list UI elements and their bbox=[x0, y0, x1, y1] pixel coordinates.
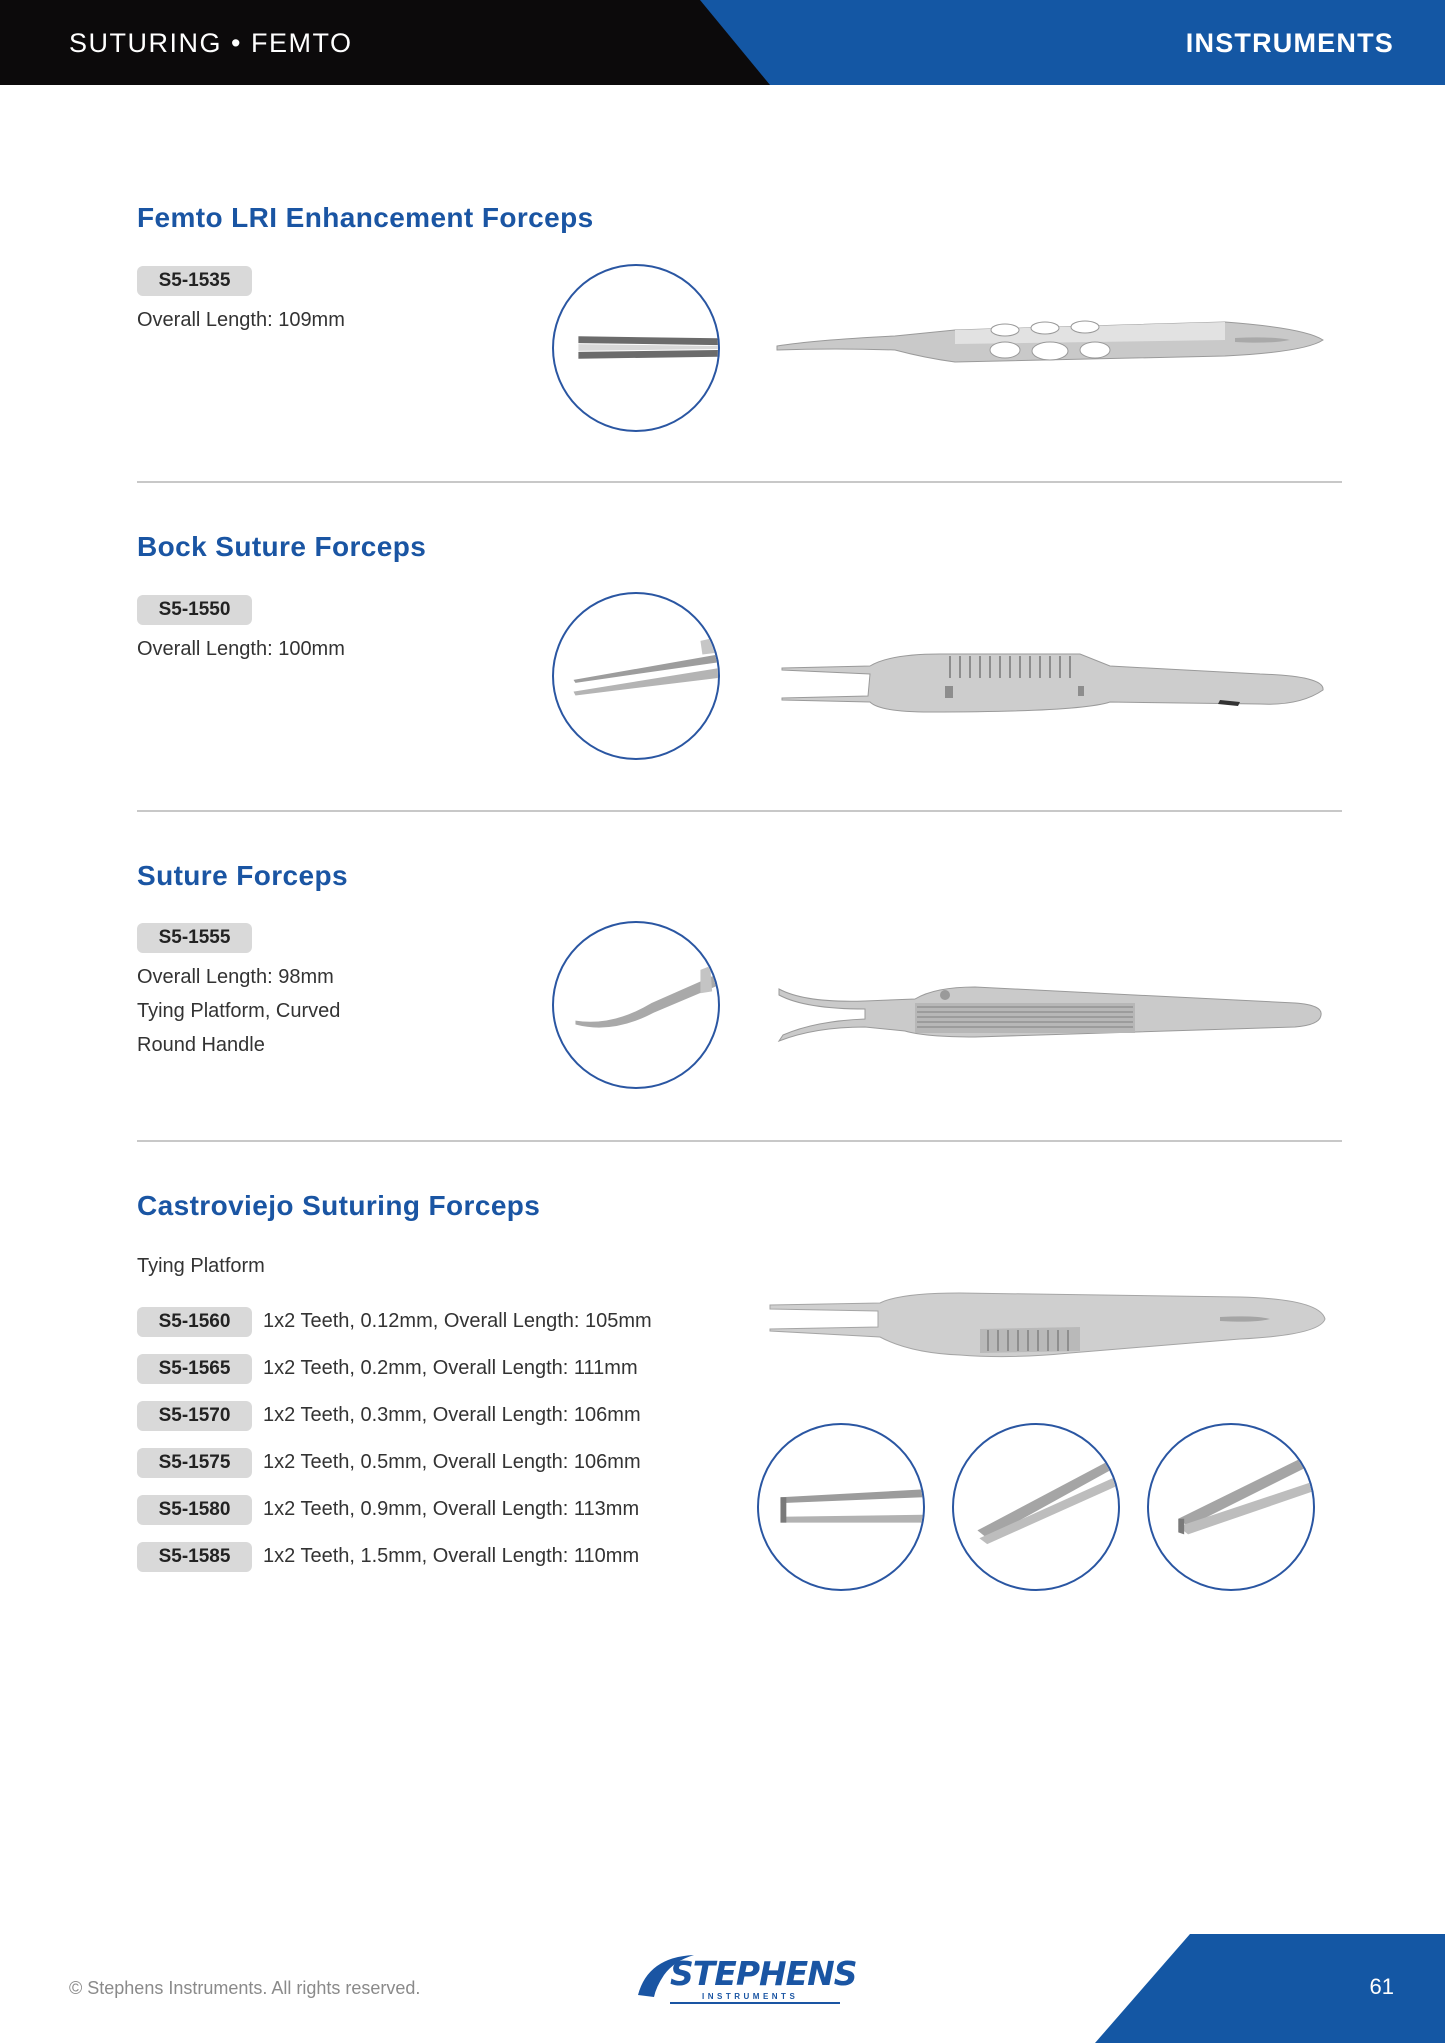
instrument-image bbox=[780, 640, 1325, 720]
product-spec: Overall Length: 98mm bbox=[137, 966, 334, 988]
variant-code-badge: S5-1580 bbox=[137, 1495, 252, 1525]
product-spec: Overall Length: 109mm bbox=[137, 309, 345, 331]
product-code-badge: S5-1555 bbox=[137, 923, 252, 953]
product-code-badge: S5-1550 bbox=[137, 595, 252, 625]
variant-code-badge: S5-1570 bbox=[137, 1401, 252, 1431]
tip-detail-image bbox=[552, 592, 720, 760]
tip-detail-image bbox=[1147, 1423, 1315, 1591]
variant-desc: 1x2 Teeth, 0.2mm, Overall Length: 111mm bbox=[263, 1357, 638, 1379]
variant-code-badge: S5-1575 bbox=[137, 1448, 252, 1478]
page-number: 61 bbox=[1369, 1974, 1394, 1999]
variant-desc: 1x2 Teeth, 0.5mm, Overall Length: 106mm bbox=[263, 1451, 641, 1473]
tip-detail-image bbox=[552, 264, 720, 432]
section-divider bbox=[137, 1140, 1342, 1142]
instrument-image bbox=[775, 975, 1325, 1055]
tip-detail-image bbox=[757, 1423, 925, 1591]
tip-detail-image bbox=[552, 921, 720, 1089]
variant-desc: 1x2 Teeth, 0.3mm, Overall Length: 106mm bbox=[263, 1404, 641, 1426]
product-spec: Tying Platform, Curved bbox=[137, 1000, 341, 1022]
instrument-image bbox=[775, 300, 1325, 380]
section-divider bbox=[137, 481, 1342, 483]
product-code-badge: S5-1535 bbox=[137, 266, 252, 296]
product-title: Femto LRI Enhancement Forceps bbox=[137, 202, 594, 233]
product-title: Castroviejo Suturing Forceps bbox=[137, 1190, 541, 1221]
tip-detail-image bbox=[952, 1423, 1120, 1591]
product-spec: Overall Length: 100mm bbox=[137, 638, 345, 660]
header-category-label: INSTRUMENTS bbox=[1185, 28, 1394, 58]
variant-desc: 1x2 Teeth, 1.5mm, Overall Length: 110mm bbox=[263, 1545, 640, 1567]
variant-code-badge: S5-1560 bbox=[137, 1307, 252, 1337]
logo-subtext: INSTRUMENTS bbox=[702, 1992, 799, 2001]
product-spec: Round Handle bbox=[137, 1034, 265, 1056]
header-section-label: SUTURING • FEMTO bbox=[69, 28, 353, 58]
instrument-image bbox=[760, 1275, 1330, 1370]
variant-desc: 1x2 Teeth, 0.9mm, Overall Length: 113mm bbox=[263, 1498, 640, 1520]
section-divider bbox=[137, 810, 1342, 812]
product-title: Suture Forceps bbox=[137, 860, 348, 891]
variant-code-badge: S5-1585 bbox=[137, 1542, 252, 1572]
variant-code-badge: S5-1565 bbox=[137, 1354, 252, 1384]
variant-desc: 1x2 Teeth, 0.12mm, Overall Length: 105mm bbox=[263, 1310, 652, 1332]
copyright-text: © Stephens Instruments. All rights reserved. bbox=[69, 1978, 421, 1998]
stephens-logo bbox=[634, 1951, 857, 2007]
logo-wordmark: STEPHENS bbox=[670, 1954, 857, 1993]
product-note: Tying Platform bbox=[137, 1255, 265, 1277]
product-title: Bock Suture Forceps bbox=[137, 531, 427, 562]
